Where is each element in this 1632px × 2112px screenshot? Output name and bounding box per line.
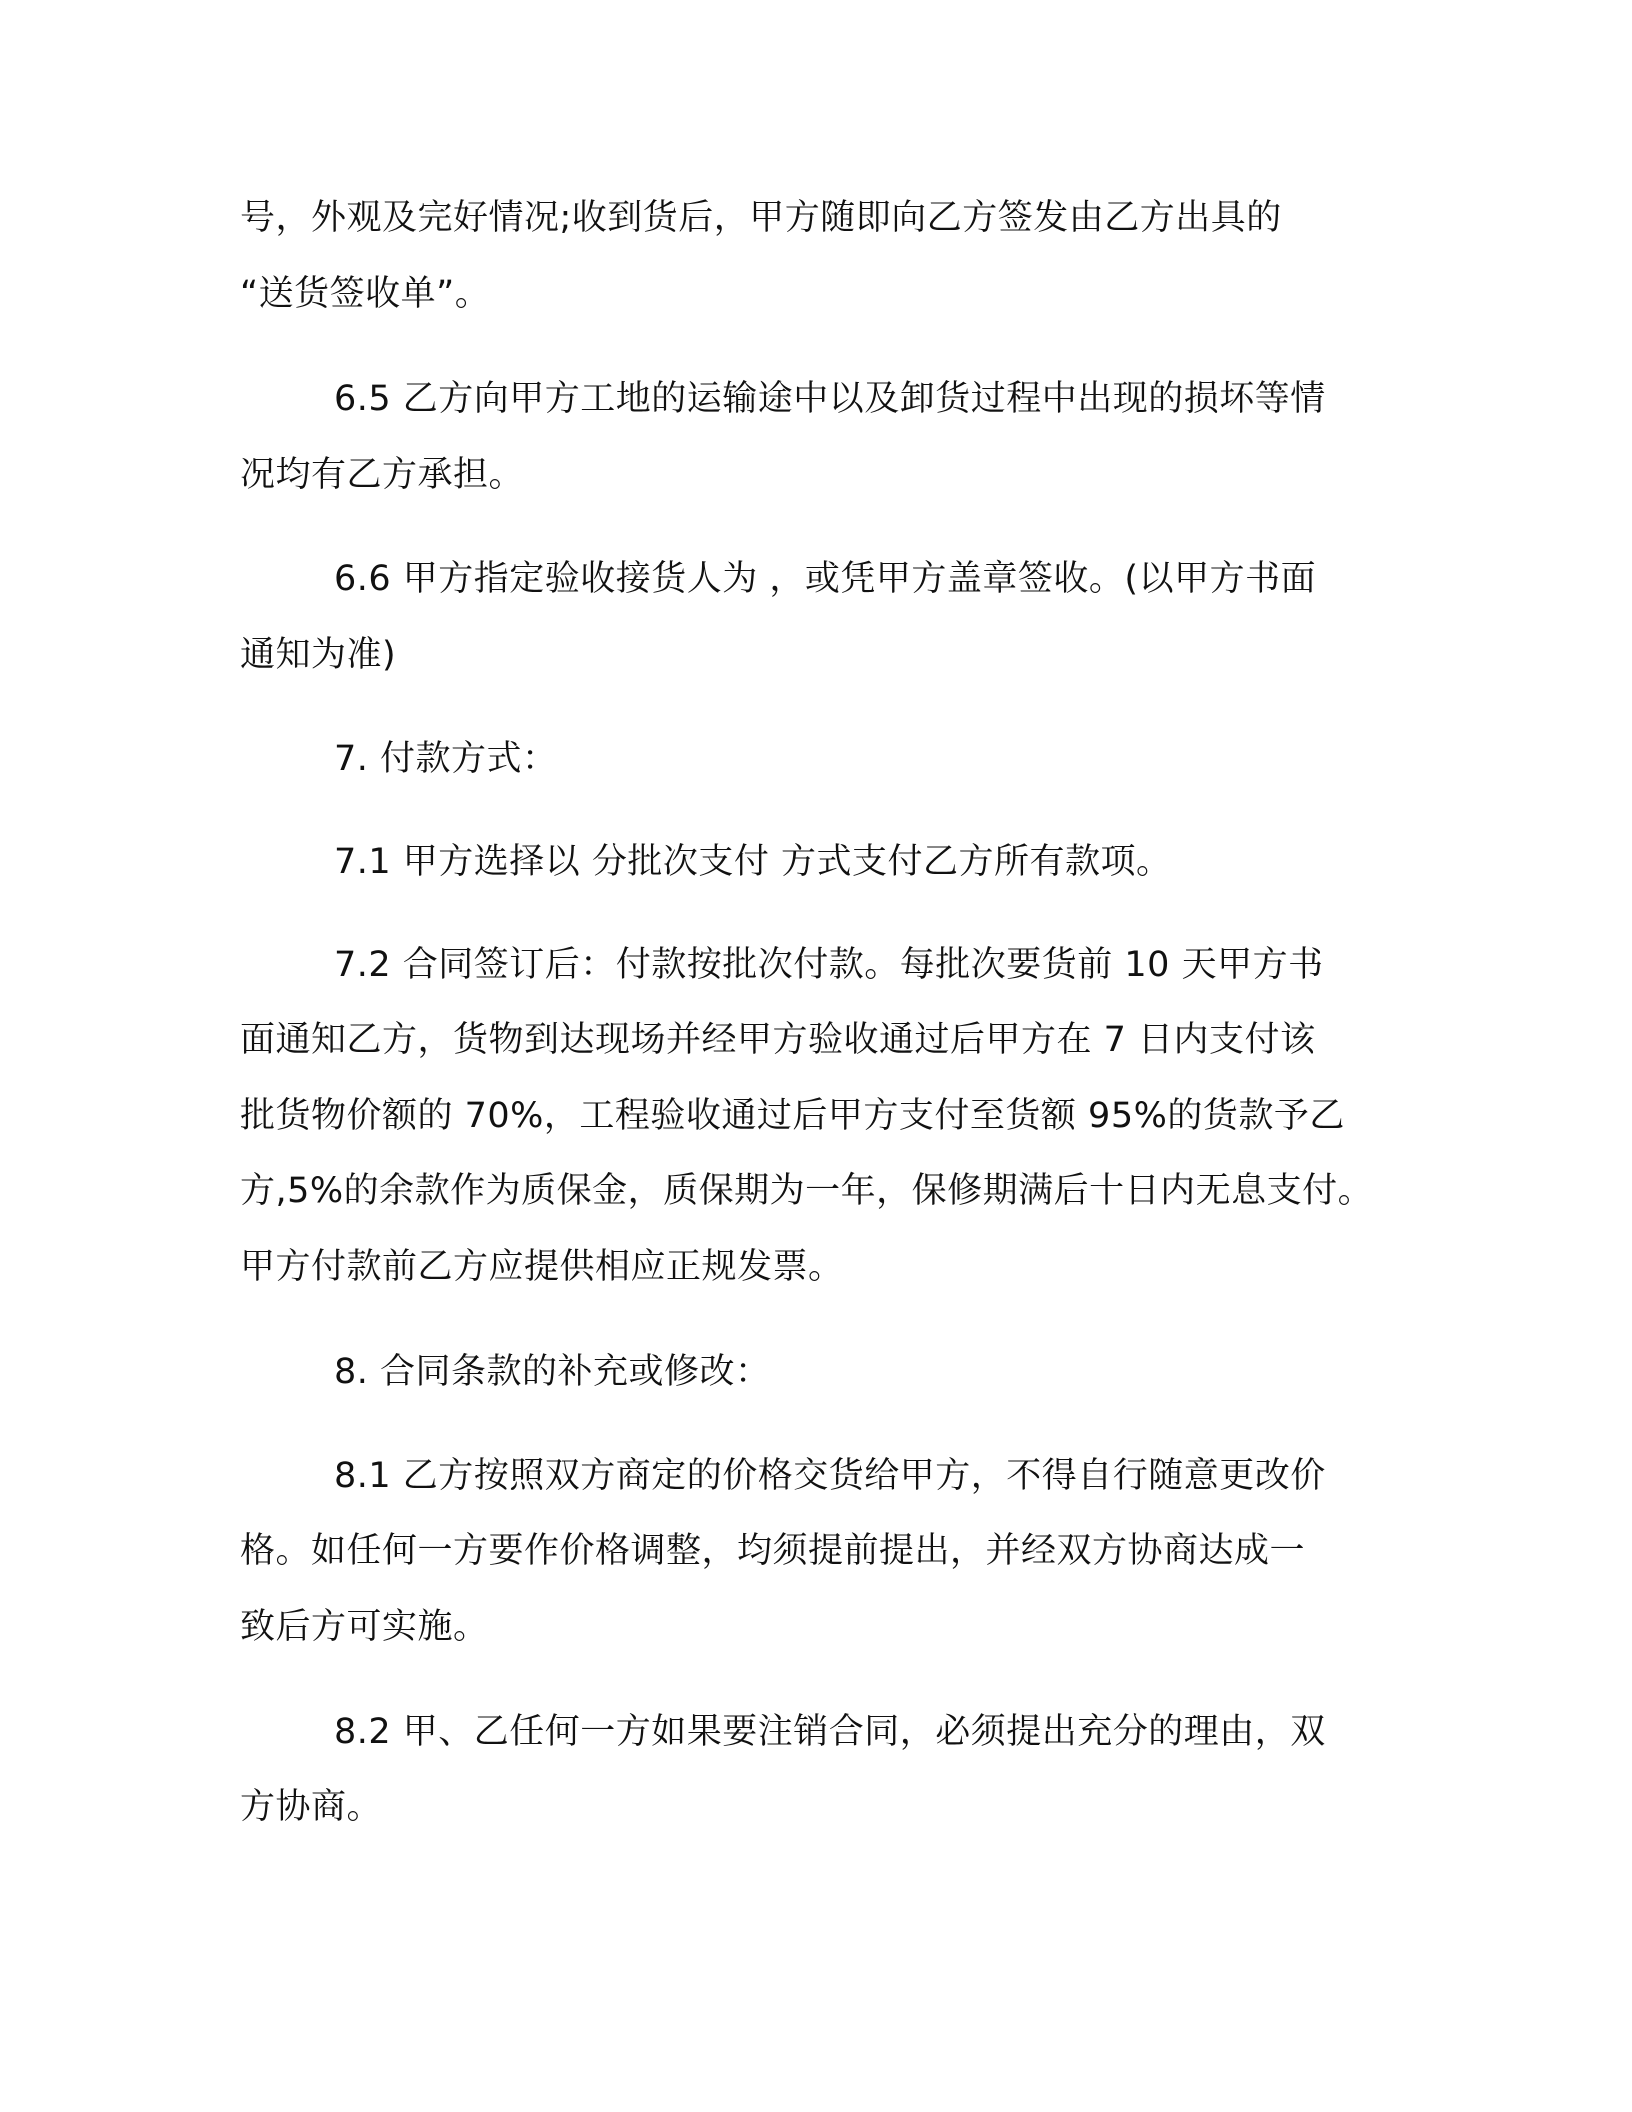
text-line: 号，外观及完好情况;收到货后，甲方随即向乙方签发由乙方出具的: [240, 198, 1282, 238]
text-line: 格。如任何一方要作价格调整，均须提前提出，并经双方协商达成一: [240, 1531, 1306, 1571]
text-line: 批货物价额的 70%，工程验收通过后甲方支付至货额 95%的货款予乙: [240, 1096, 1345, 1136]
clause-8-2: 8.2 甲、乙任何一方如果要注销合同，必须提出充分的理由，双: [334, 1712, 1326, 1752]
clause-7-2: 7.2 合同签订后：付款按批次付款。每批次要货前 10 天甲方书: [334, 945, 1324, 985]
clause-8-1: 8.1 乙方按照双方商定的价格交货给甲方，不得自行随意更改价: [334, 1456, 1326, 1496]
clause-6-6: 6.6 甲方指定验收接货人为 ，或凭甲方盖章签收。(以甲方书面: [334, 559, 1317, 599]
text-line: 面通知乙方，货物到达现场并经甲方验收通过后甲方在 7 日内支付该: [240, 1020, 1316, 1060]
text-line: 通知为准): [240, 635, 397, 675]
text-line: 方协商。: [240, 1787, 383, 1827]
clause-6-5: 6.5 乙方向甲方工地的运输途中以及卸货过程中出现的损坏等情: [334, 379, 1326, 419]
text-line: 况均有乙方承担。: [240, 455, 525, 495]
text-line: “送货签收单”。: [240, 274, 491, 314]
clause-7-1: 7.1 甲方选择以 分批次支付 方式支付乙方所有款项。: [334, 842, 1172, 882]
text-line: 甲方付款前乙方应提供相应正规发票。: [240, 1247, 844, 1287]
section-8-heading: 8. 合同条款的补充或修改：: [334, 1352, 771, 1392]
text-line: 方,5%的余款作为质保金，质保期为一年，保修期满后十日内无息支付。: [240, 1171, 1374, 1211]
section-7-heading: 7. 付款方式：: [334, 739, 558, 779]
text-line: 致后方可实施。: [240, 1607, 489, 1647]
